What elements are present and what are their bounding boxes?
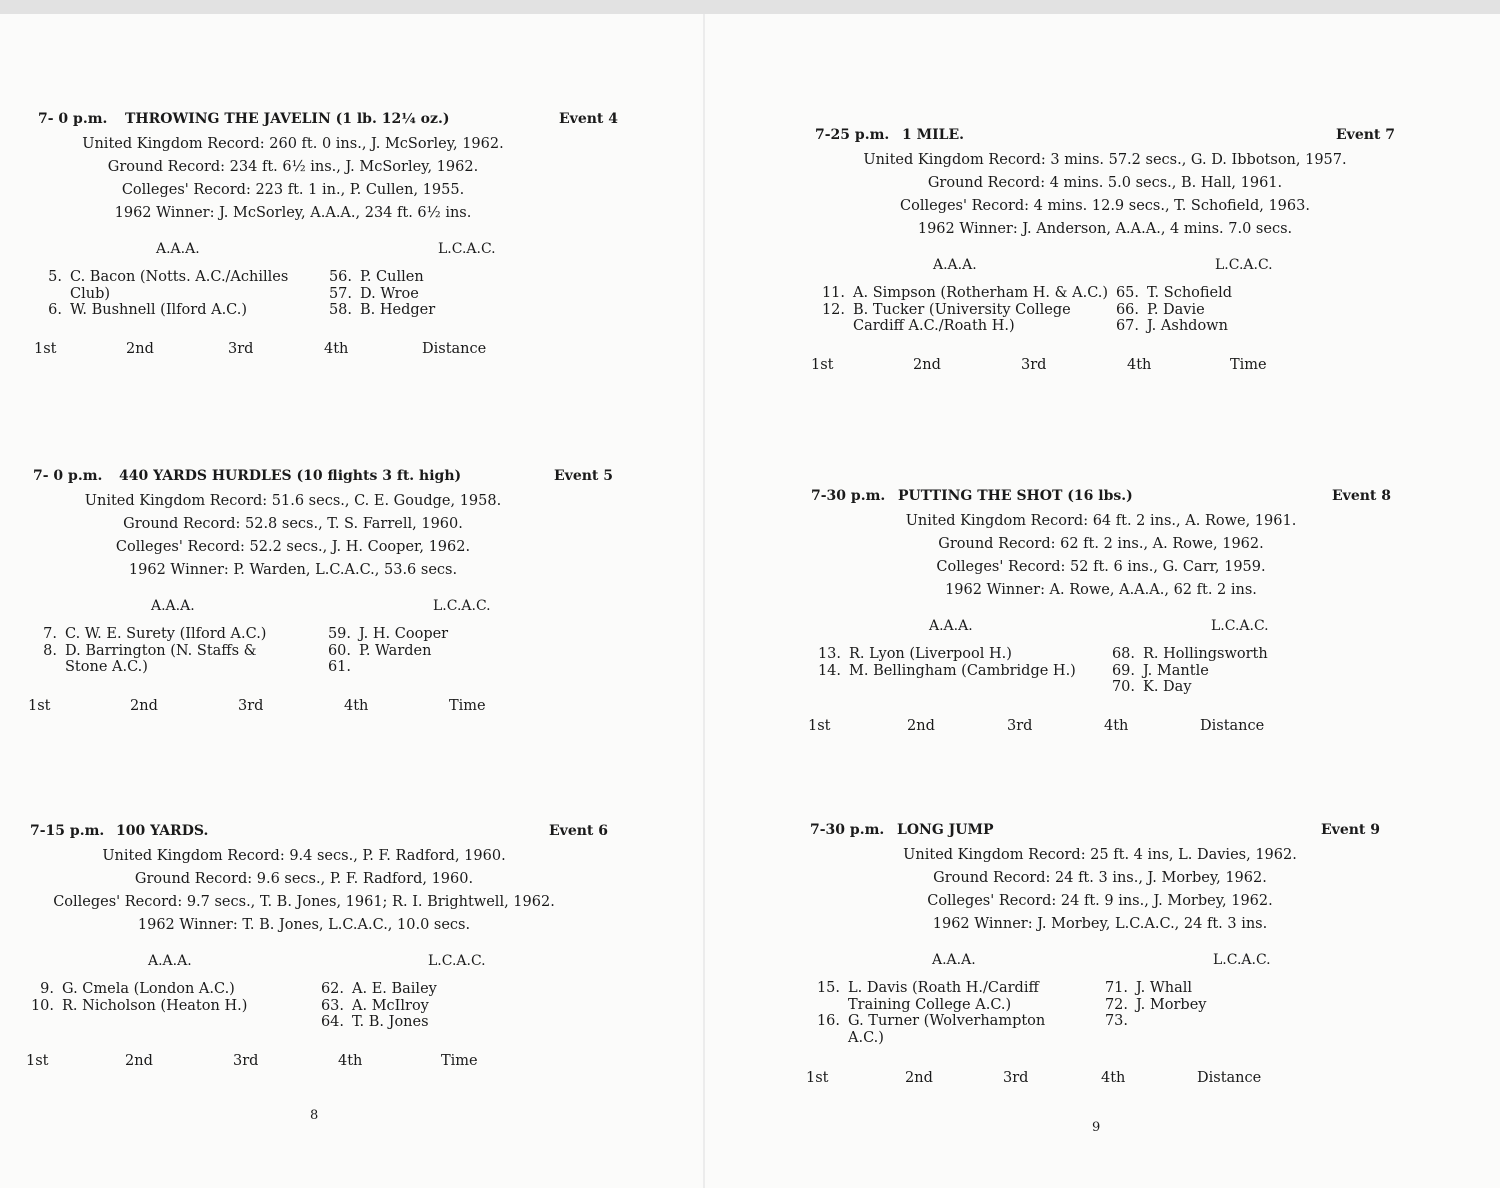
uk-record: United Kingdom Record: 64 ft. 2 ins., A. Rowe, 1961. <box>905 513 1297 529</box>
event-number: Event 4 <box>559 111 618 127</box>
event-time: 7-30 p.m. <box>811 488 886 504</box>
team-lcac-heading: L.C.A.C. <box>1213 952 1271 968</box>
team-lcac-heading: L.C.A.C. <box>428 953 486 969</box>
previous-winner: 1962 Winner: T. B. Jones, L.C.A.C., 10.0 secs. <box>137 917 471 933</box>
place-4th: 4th <box>1127 357 1152 373</box>
team-lcac-heading: L.C.A.C. <box>1211 618 1269 634</box>
ground-record: Ground Record: 24 ft. 3 ins., J. Morbey, 1962. <box>933 870 1267 886</box>
colleges-record: Colleges' Record: 4 mins. 12.9 secs., T. Schofield, 1963. <box>900 198 1310 214</box>
event-title: 1 MILE. <box>902 127 965 143</box>
competitor: 10. R. Nicholson (Heaton H.) <box>30 997 248 1014</box>
event-title: 440 YARDS HURDLES (10 flights 3 ft. high) <box>119 468 462 484</box>
result-places <box>26 1053 608 1073</box>
uk-record: United Kingdom Record: 51.6 secs., C. E. Goudge, 1958. <box>84 493 502 509</box>
aaa-list <box>38 269 328 319</box>
place-measure: Time <box>441 1053 478 1069</box>
competitor: 67. J. Ashdown <box>1115 318 1228 334</box>
event-9 <box>806 822 1390 1090</box>
place-measure: Distance <box>1200 718 1265 734</box>
event-number: Event 5 <box>554 468 613 484</box>
event-header <box>815 127 1395 149</box>
team-aaa-heading: A.A.A. <box>148 953 192 969</box>
competitors <box>811 646 1391 718</box>
event-4 <box>34 111 618 361</box>
previous-winner: 1962 Winner: J. Morbey, L.C.A.C., 24 ft. 3 ins. <box>932 916 1268 932</box>
event-title: LONG JUMP <box>897 822 994 838</box>
ground-record: Ground Record: 9.6 secs., P. F. Radford, 1960. <box>134 871 474 887</box>
colleges-record: Colleges' Record: 9.7 secs., T. B. Jones, 1961; R. I. Brightwell, 1962. <box>53 894 555 910</box>
event-number: Event 6 <box>549 823 608 839</box>
event-6 <box>26 823 608 1073</box>
place-measure: Distance <box>1197 1070 1262 1086</box>
records <box>0 845 608 937</box>
event-header <box>30 823 608 845</box>
event-time: 7-30 p.m. <box>810 822 885 838</box>
place-4th: 4th <box>1101 1070 1126 1086</box>
event-time: 7-25 p.m. <box>815 127 890 143</box>
place-1st: 1st <box>811 357 834 373</box>
place-3rd: 3rd <box>1021 357 1047 373</box>
lcac-list <box>327 626 527 676</box>
lcac-list <box>328 269 528 319</box>
team-lcac-heading: L.C.A.C. <box>1215 257 1273 273</box>
team-headings <box>38 235 618 261</box>
place-4th: 4th <box>338 1053 363 1069</box>
place-2nd: 2nd <box>905 1070 933 1086</box>
team-aaa-heading: A.A.A. <box>932 952 976 968</box>
uk-record: United Kingdom Record: 3 mins. 57.2 secs., G. D. Ibbotson, 1957. <box>863 152 1347 168</box>
competitor: 71. J. Whall <box>1104 980 1193 996</box>
competitor: 5. C. Bacon (Notts. A.C./Achilles Club) <box>48 269 289 302</box>
place-3rd: 3rd <box>228 341 254 357</box>
place-1st: 1st <box>808 718 831 734</box>
previous-winner: 1962 Winner: J. McSorley, A.A.A., 234 ft. 6½ ins. <box>114 205 472 221</box>
competitors <box>810 980 1390 1070</box>
competitor: 11. A. Simpson (Rotherham H. & A.C.) <box>821 285 1109 301</box>
event-number: Event 9 <box>1321 822 1380 838</box>
competitor: 15. L. Davis (Roath H./Cardiff Training College A.C.) <box>816 980 1039 1013</box>
competitor: 12. B. Tucker (University College Cardiff A.C./Roath H.) <box>821 301 1071 334</box>
result-places <box>806 1070 1390 1090</box>
competitor: 65. T. Schofield <box>1115 285 1233 301</box>
place-2nd: 2nd <box>907 718 935 734</box>
competitor: 16. G. Turner (Wolverhampton A.C.) <box>816 1013 1046 1046</box>
event-header <box>33 468 613 490</box>
page-fold <box>703 14 705 1188</box>
team-lcac-heading: L.C.A.C. <box>438 241 496 257</box>
ground-record: Ground Record: 234 ft. 6½ ins., J. McSorley, 1962. <box>107 159 479 175</box>
place-3rd: 3rd <box>1003 1070 1029 1086</box>
competitor: 9. G. Cmela (London A.C.) <box>40 981 235 997</box>
competitors <box>30 981 608 1053</box>
records <box>0 133 618 225</box>
place-2nd: 2nd <box>126 341 154 357</box>
competitor: 66. P. Davie <box>1115 301 1205 318</box>
previous-winner: 1962 Winner: P. Warden, L.C.A.C., 53.6 secs. <box>128 562 458 578</box>
competitor: 58. B. Hedger <box>328 302 436 318</box>
event-header <box>38 111 618 133</box>
team-aaa-heading: A.A.A. <box>156 241 200 257</box>
page-number: 8 <box>310 1108 319 1123</box>
competitor: 59. J. H. Cooper <box>327 626 449 642</box>
team-headings <box>815 251 1395 277</box>
uk-record: United Kingdom Record: 9.4 secs., P. F. Radford, 1960. <box>102 848 506 864</box>
records <box>0 490 613 582</box>
aaa-list <box>816 980 1111 1046</box>
competitors <box>815 285 1395 357</box>
competitor: 69. J. Mantle <box>1111 662 1209 679</box>
previous-winner: 1962 Winner: A. Rowe, A.A.A., 62 ft. 2 ins. <box>945 582 1257 598</box>
lcac-list <box>320 981 520 1031</box>
event-time: 7- 0 p.m. <box>38 111 108 127</box>
competitor: 70. K. Day <box>1111 679 1192 695</box>
competitor: 8. D. Barrington (N. Staffs & Stone A.C.) <box>43 642 257 675</box>
event-header <box>811 488 1391 510</box>
team-headings <box>810 946 1390 972</box>
place-3rd: 3rd <box>238 698 264 714</box>
scan-top-edge <box>0 0 1500 14</box>
event-number: Event 7 <box>1336 127 1395 143</box>
result-places <box>808 718 1391 738</box>
competitor: 7. C. W. E. Surety (Ilford A.C.) <box>43 626 267 642</box>
event-header <box>810 822 1390 844</box>
competitor: 57. D. Wroe <box>328 285 419 302</box>
lcac-list <box>1111 646 1331 696</box>
competitor: 13. R. Lyon (Liverpool H.) <box>817 646 1012 662</box>
event-title: PUTTING THE SHOT (16 lbs.) <box>898 488 1133 504</box>
place-measure: Time <box>449 698 486 714</box>
lcac-list <box>1104 980 1304 1030</box>
page-number: 9 <box>1092 1120 1101 1135</box>
place-measure: Distance <box>422 341 487 357</box>
place-4th: 4th <box>1104 718 1129 734</box>
team-aaa-heading: A.A.A. <box>933 257 977 273</box>
team-lcac-heading: L.C.A.C. <box>433 598 491 614</box>
place-measure: Time <box>1230 357 1267 373</box>
previous-winner: 1962 Winner: J. Anderson, A.A.A., 4 mins. 7.0 secs. <box>917 221 1293 237</box>
event-8 <box>808 488 1391 738</box>
competitor: 56. P. Cullen <box>328 269 424 285</box>
result-places <box>28 698 613 718</box>
competitor: 60. P. Warden <box>327 642 432 659</box>
records <box>811 510 1391 602</box>
colleges-record: Colleges' Record: 52 ft. 6 ins., G. Carr, 1959. <box>936 559 1266 575</box>
competitors <box>33 626 613 698</box>
aaa-list <box>817 646 1117 679</box>
place-3rd: 3rd <box>233 1053 259 1069</box>
place-1st: 1st <box>34 341 57 357</box>
competitor: 73. <box>1104 1013 1128 1029</box>
place-2nd: 2nd <box>125 1053 153 1069</box>
competitor: 61. <box>327 659 351 675</box>
result-places <box>34 341 618 361</box>
competitor: 6. W. Bushnell (Ilford A.C.) <box>48 302 248 318</box>
uk-record: United Kingdom Record: 260 ft. 0 ins., J. McSorley, 1962. <box>82 136 504 152</box>
ground-record: Ground Record: 62 ft. 2 ins., A. Rowe, 1962. <box>938 536 1264 552</box>
aaa-list <box>30 981 320 1014</box>
competitor: 68. R. Hollingsworth <box>1111 646 1268 662</box>
team-headings <box>811 612 1391 638</box>
ground-record: Ground Record: 52.8 secs., T. S. Farrell, 1960. <box>123 516 463 532</box>
place-2nd: 2nd <box>913 357 941 373</box>
place-1st: 1st <box>806 1070 829 1086</box>
competitor: 62. A. E. Bailey <box>320 981 437 997</box>
event-7 <box>811 127 1395 377</box>
competitor: 63. A. McIlroy <box>320 997 429 1014</box>
competitor: 72. J. Morbey <box>1104 996 1207 1013</box>
place-2nd: 2nd <box>130 698 158 714</box>
event-title: 100 YARDS. <box>116 823 209 839</box>
ground-record: Ground Record: 4 mins. 5.0 secs., B. Hall, 1961. <box>927 175 1283 191</box>
aaa-list <box>33 626 325 676</box>
competitor: 64. T. B. Jones <box>320 1014 429 1030</box>
competitors <box>38 269 618 341</box>
records <box>815 149 1395 241</box>
result-places <box>811 357 1395 377</box>
place-1st: 1st <box>26 1053 49 1069</box>
event-time: 7-15 p.m. <box>30 823 105 839</box>
colleges-record: Colleges' Record: 24 ft. 9 ins., J. Morbey, 1962. <box>927 893 1273 909</box>
aaa-list <box>821 285 1116 335</box>
event-number: Event 8 <box>1332 488 1391 504</box>
colleges-record: Colleges' Record: 52.2 secs., J. H. Cooper, 1962. <box>115 539 471 555</box>
uk-record: United Kingdom Record: 25 ft. 4 ins, L. Davies, 1962. <box>903 847 1297 863</box>
competitor: 14. M. Bellingham (Cambridge H.) <box>817 662 1076 679</box>
place-4th: 4th <box>324 341 349 357</box>
place-4th: 4th <box>344 698 369 714</box>
records <box>810 844 1390 936</box>
lcac-list <box>1115 285 1315 335</box>
event-title: THROWING THE JAVELIN (1 lb. 12¼ oz.) <box>125 111 450 127</box>
place-1st: 1st <box>28 698 51 714</box>
place-3rd: 3rd <box>1007 718 1033 734</box>
team-aaa-heading: A.A.A. <box>151 598 195 614</box>
event-time: 7- 0 p.m. <box>33 468 103 484</box>
event-5 <box>28 468 613 718</box>
team-headings <box>33 592 613 618</box>
colleges-record: Colleges' Record: 223 ft. 1 in., P. Cullen, 1955. <box>121 182 465 198</box>
team-headings <box>30 947 608 973</box>
team-aaa-heading: A.A.A. <box>929 618 973 634</box>
